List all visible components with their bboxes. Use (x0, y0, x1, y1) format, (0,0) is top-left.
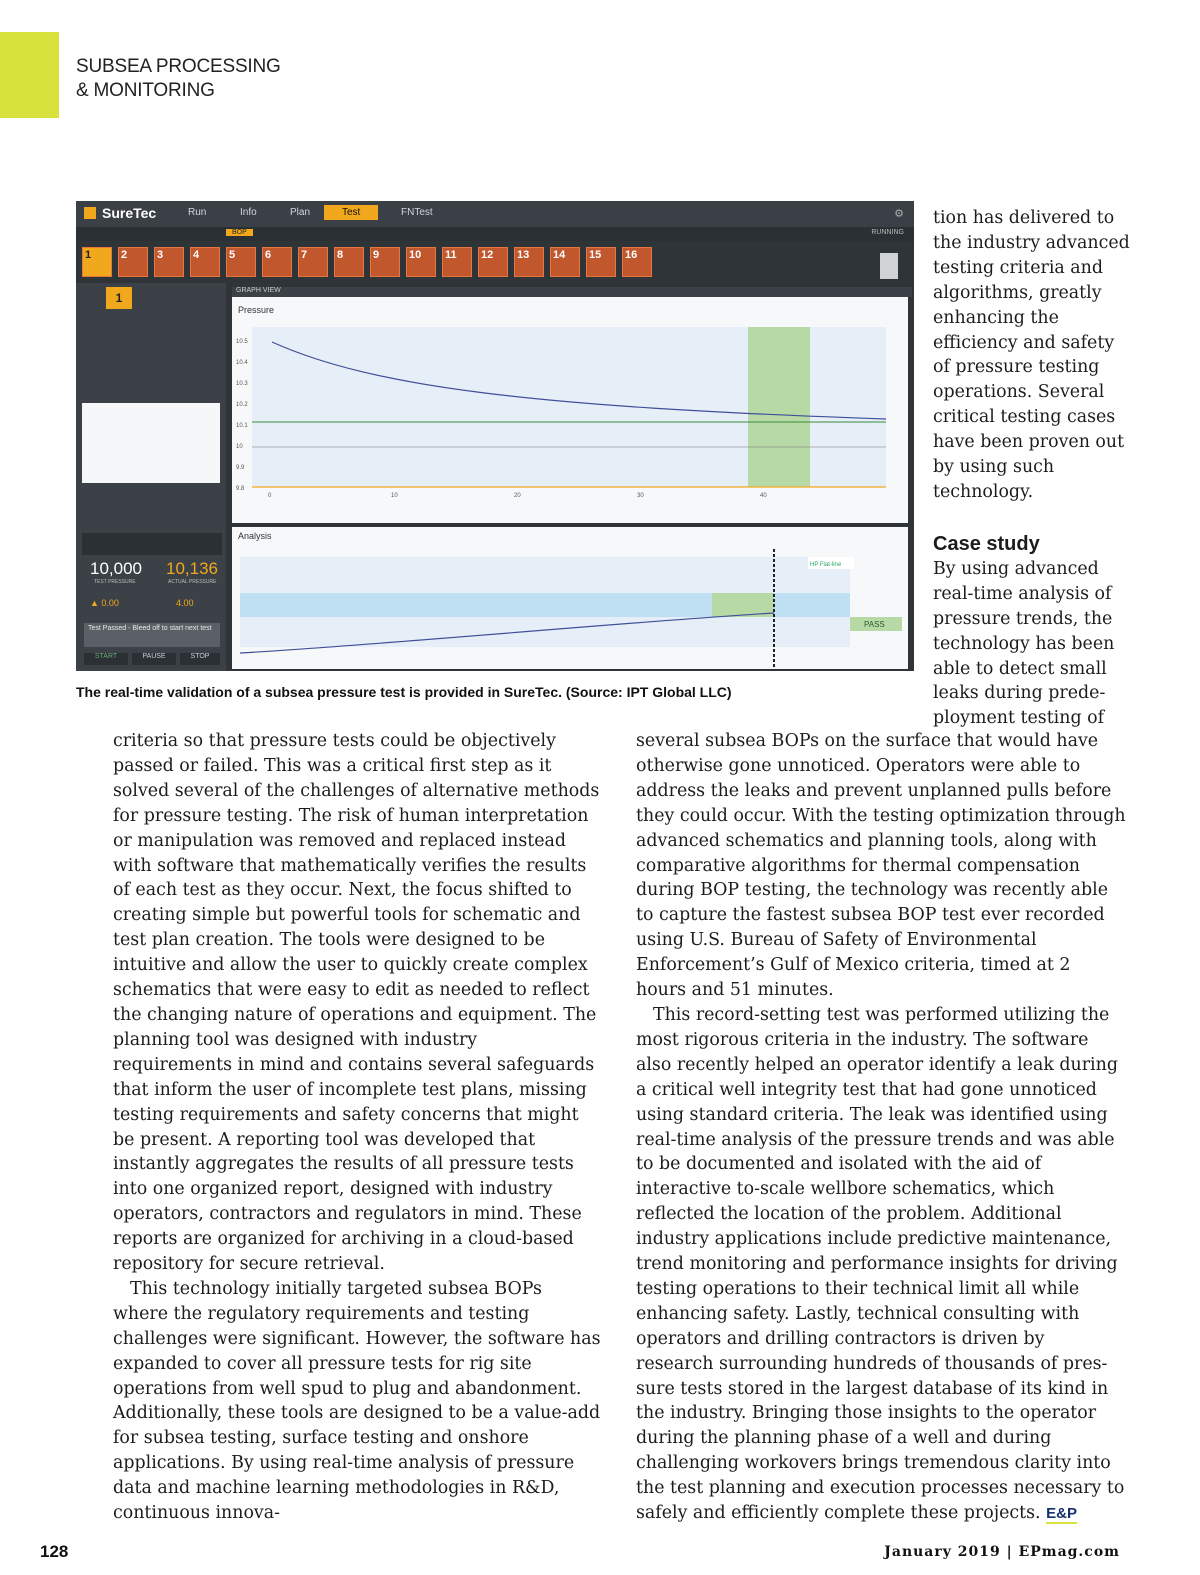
ram-button-16[interactable]: 16 (622, 247, 652, 277)
ram-button-5[interactable]: 5 (226, 247, 256, 277)
pressure-xtick: 0 (268, 493, 272, 499)
ram-button-7[interactable]: 7 (298, 247, 328, 277)
ram-button-8[interactable]: 8 (334, 247, 364, 277)
pressure-ytick: 9.9 (236, 465, 245, 471)
section-label (76, 55, 281, 103)
left-paragraph-2: This technology initially targeted subsea BOPs where the regulatory requirements and testing challenges were significant. However, the software has expanded to cover all pressure tests for rig site operations from well spud to plug and abandonment. Additionally, these tools are designed to be a value-add for subsea testing, surface testing and onshore applications. By using real-time analysis of pressure data and machine learning methodologies in R&D, continuous innova- (113, 1278, 601, 1524)
suretec-screenshot (76, 201, 914, 671)
analysis-chart-title: Analysis (238, 531, 272, 541)
diagnostics-buttons[interactable] (82, 533, 222, 555)
section-accent-tab (0, 32, 59, 118)
hp-flat-line-label: HP Flat-line (810, 562, 842, 568)
rams-end-box (880, 253, 898, 279)
ram-button-12[interactable]: 12 (478, 247, 508, 277)
nav-info[interactable]: Info (240, 207, 257, 218)
pressure-ytick: 9.8 (236, 486, 245, 492)
actual-pressure-label: ACTUAL PRESSURE (168, 579, 217, 585)
right-paragraph-2: This record-setting test was performed utilizing the most rigorous criteria in the industry. The software also recently helped an operator identify a leak during a critical well integrity test that had gone unnoticed using standard criteria. The leak was identified using real-time analysis of the pressure trends and was able to be documented and isolated with the aid of interactive to-scale wellbore schematics, which reflected the location of the problem. Additional industry applications include predictive maintenance, trend monitoring and performance insights for driving testing operations to their technical limit all while enhancing safety. Lastly, technical consulting with operators and drilling contractors is driven by research surrounding hundreds of thousands of pressure tests stored in the largest database of its kind in the industry. Bringing those insights to the operator during the planning phase of a well and during challenging workovers brings tremendous clarity into the test planning and execution processes necessary to safely and efficiently complete these projects. E&P (636, 1004, 1125, 1524)
pressure-xtick: 30 (637, 493, 644, 499)
ep-end-mark: E&P (1046, 1505, 1077, 1523)
right-paragraph-1: several subsea BOPs on the surface that would have otherwise gone unnoticed. Operators were able to address the leaks and prevent unplanned pulls before they could occur. With the testing optimization through advanced schematics and planning tools, along with comparative algorithms for thermal compensation during BOP testing, the technology was recently able to capture the fastest subsea BOP test ever recorded using U.S. Bureau of Safety of Environmental Enforcement’s Gulf of Mexico criteria, timed at 2 hours and 51 minutes. (636, 731, 1126, 1001)
ram-button-11[interactable]: 11 (442, 247, 472, 277)
volume-readout: 4.00 (176, 598, 194, 608)
test-pressure-value: 10,000 (90, 559, 142, 578)
pressure-xtick: 40 (760, 493, 767, 499)
nav-run[interactable]: Run (188, 207, 207, 218)
ram-button-13[interactable]: 13 (514, 247, 544, 277)
bop-chip[interactable]: BOP (226, 229, 253, 236)
pressure-ytick: 10.2 (236, 402, 248, 408)
pressure-ytick: 10.3 (236, 381, 248, 387)
ram-button-9[interactable]: 9 (370, 247, 400, 277)
ram-button-15[interactable]: 15 (586, 247, 616, 277)
actual-pressure-value: 10,136 (166, 559, 218, 578)
app-logo: SureTec (84, 205, 156, 221)
nav-plan[interactable]: Plan (290, 207, 311, 218)
ram-button-6[interactable]: 6 (262, 247, 292, 277)
case-study-intro: By using advanced real-time analysis of pressure trends, the technology has been able to detect small leaks during predeployment testing of (933, 558, 1115, 729)
status-message: Test Passed - Bleed off to start next test (84, 623, 220, 647)
test-pressure-label: TEST PRESSURE (94, 579, 136, 585)
left-paragraph-1: criteria so that pressure tests could be objectively passed or failed. This was a critical first step as it solved several of the challenges of alternative methods for pressure testing. The risk of human interpretation or manipulation was removed and replaced instead with software that mathematically verifies the results of each test as they occur. Next, the focus shifted to creating simple but powerful tools for schematic and test plan creation. The tools were designed to be intuitive and allow the user to quickly create complex schematics that were easy to edit as needed to reflect the changing nature of operations and equipment. The planning tool was designed with industry requirements in mind and contains several safeguards that inform the user of incomplete test plans, missing testing requirements and safety concerns that might be present. A reporting tool was developed that instantly aggregates the results of all pressure tests into one organized report, designed with industry operators, contractors and regulators in mind. These reports are organized for archiving in a cloud-based repository for secure retrieval. (113, 731, 600, 1275)
section-label-line1: SUBSEA PROCESSING (76, 56, 281, 77)
section-label-line2: & MONITORING (76, 80, 215, 101)
transducer-table (82, 403, 220, 483)
app-subbar (76, 227, 914, 241)
pressure-ytick: 10.1 (236, 423, 248, 429)
sidebar-panel (76, 283, 226, 671)
pressure-chart (232, 297, 908, 523)
pause-button[interactable]: PAUSE (132, 653, 176, 665)
stop-button[interactable]: STOP (180, 653, 220, 665)
ram-button-10[interactable]: 10 (406, 247, 436, 277)
pass-badge: PASS (864, 620, 885, 629)
gear-icon[interactable]: ⚙ (894, 208, 904, 220)
graph-view-header: GRAPH VIEW (232, 287, 912, 297)
right-top-column (933, 206, 1133, 731)
pressure-xtick: 10 (391, 493, 398, 499)
right-column (636, 729, 1126, 1527)
ram-button-3[interactable]: 3 (154, 247, 184, 277)
nav-fntest[interactable]: FNTest (401, 207, 433, 218)
left-column (113, 729, 601, 1526)
app-topbar (76, 201, 914, 227)
ram-button-14[interactable]: 14 (550, 247, 580, 277)
side-active-ram[interactable]: 1 (106, 287, 132, 309)
case-study-heading: Case study (933, 532, 1040, 555)
ram-button-2[interactable]: 2 (118, 247, 148, 277)
pressure-xtick: 20 (514, 493, 521, 499)
ram-button-1[interactable]: 1 (82, 247, 112, 277)
figure-caption: The real-time validation of a subsea pressure test is provided in SureTec. (Source: IPT Global LLC) (76, 684, 732, 700)
pressure-chart-title: Pressure (238, 305, 275, 315)
right-top-paragraph: tion has delivered to the industry advanced testing criteria and algorithms, greatly enhancing the efficiency and safety of pressure testing operations. Several critical testing cases have been proven out by using such technology. (933, 208, 1130, 502)
nav-test[interactable]: Test (324, 205, 378, 220)
analysis-chart (232, 527, 908, 669)
pressure-ytick: 10 (236, 444, 243, 450)
rate-readout: ▲ 0.00 (90, 598, 119, 608)
running-status: RUNNING (871, 229, 904, 236)
ram-button-4[interactable]: 4 (190, 247, 220, 277)
start-button[interactable]: START (84, 653, 128, 665)
page-number: 128 (40, 1542, 69, 1561)
pressure-ytick: 10.4 (236, 360, 248, 366)
pressure-ytick: 10.5 (236, 339, 248, 345)
footer-issue: January 2019 | EPmag.com (884, 1544, 1120, 1560)
